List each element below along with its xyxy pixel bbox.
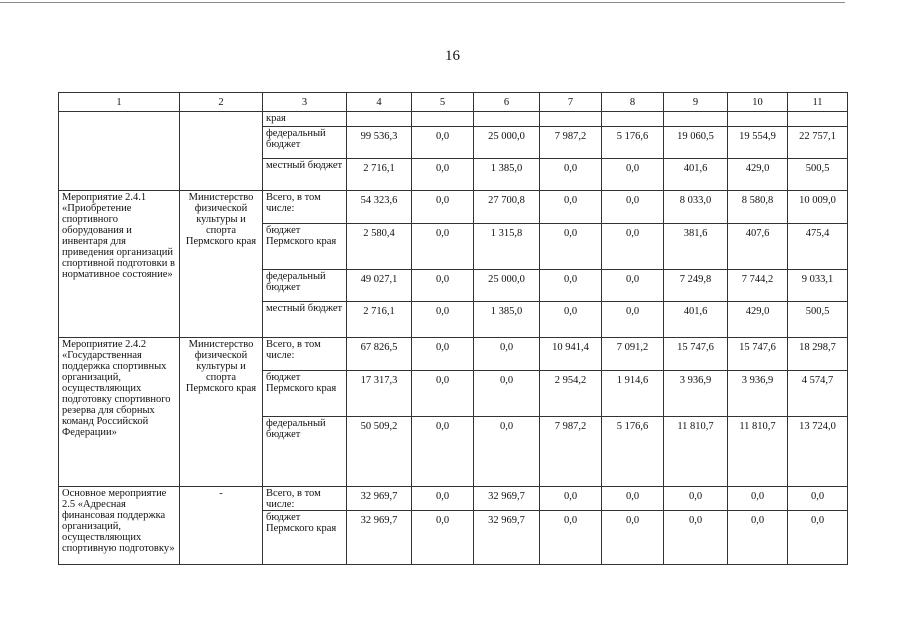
value-cell: 0,0 <box>412 338 474 371</box>
column-header: 6 <box>474 93 540 112</box>
value-cell <box>788 112 848 127</box>
value-cell: 2 580,4 <box>347 224 412 270</box>
column-header: 3 <box>263 93 347 112</box>
value-cell: 0,0 <box>728 511 788 565</box>
executor-cell: Министерство физической культуры и спорта Пермского края <box>180 338 263 487</box>
value-cell: 8 580,8 <box>728 191 788 224</box>
column-header: 11 <box>788 93 848 112</box>
value-cell: 15 747,6 <box>728 338 788 371</box>
value-cell: 500,5 <box>788 302 848 338</box>
value-cell: 15 747,6 <box>664 338 728 371</box>
value-cell: 7 091,2 <box>602 338 664 371</box>
value-cell: 0,0 <box>412 487 474 511</box>
value-cell: 13 724,0 <box>788 417 848 487</box>
value-cell: 0,0 <box>412 371 474 417</box>
column-header: 7 <box>540 93 602 112</box>
measure-name-cell: Основное мероприятие 2.5 «Адресная финансовая поддержка организаций, осуществляющих спортивную подготовку» <box>59 487 180 565</box>
funding-source-cell: федеральный бюджет <box>263 127 347 159</box>
value-cell: 3 936,9 <box>664 371 728 417</box>
value-cell: 0,0 <box>540 302 602 338</box>
value-cell: 5 176,6 <box>602 127 664 159</box>
page-top-rule <box>0 2 845 3</box>
value-cell: 500,5 <box>788 159 848 191</box>
value-cell: 25 000,0 <box>474 270 540 302</box>
value-cell <box>412 112 474 127</box>
value-cell: 7 987,2 <box>540 127 602 159</box>
value-cell: 2 954,2 <box>540 371 602 417</box>
funding-source-cell: Всего, в том числе: <box>263 338 347 371</box>
value-cell: 17 317,3 <box>347 371 412 417</box>
executor-cell: - <box>180 487 263 565</box>
funding-source-cell: местный бюджет <box>263 159 347 191</box>
value-cell: 18 298,7 <box>788 338 848 371</box>
value-cell: 429,0 <box>728 159 788 191</box>
funding-source-cell: Всего, в том числе: <box>263 487 347 511</box>
value-cell: 99 536,3 <box>347 127 412 159</box>
value-cell <box>602 112 664 127</box>
value-cell <box>474 112 540 127</box>
value-cell: 0,0 <box>474 338 540 371</box>
value-cell: 0,0 <box>412 511 474 565</box>
value-cell: 0,0 <box>412 417 474 487</box>
value-cell: 0,0 <box>540 487 602 511</box>
column-header: 1 <box>59 93 180 112</box>
value-cell: 0,0 <box>602 270 664 302</box>
value-cell: 7 987,2 <box>540 417 602 487</box>
executor-cell: Министерство физической культуры и спорта Пермского края <box>180 191 263 338</box>
page-number: 16 <box>445 48 460 64</box>
table-row <box>59 338 848 371</box>
value-cell: 0,0 <box>602 191 664 224</box>
value-cell: 32 969,7 <box>347 487 412 511</box>
table-row <box>59 487 848 511</box>
value-cell: 0,0 <box>474 417 540 487</box>
value-cell: 10 941,4 <box>540 338 602 371</box>
funding-source-cell: бюджет Пермского края <box>263 224 347 270</box>
value-cell: 2 716,1 <box>347 302 412 338</box>
value-cell: 8 033,0 <box>664 191 728 224</box>
value-cell: 5 176,6 <box>602 417 664 487</box>
value-cell: 475,4 <box>788 224 848 270</box>
value-cell: 0,0 <box>540 159 602 191</box>
value-cell: 50 509,2 <box>347 417 412 487</box>
budget-table <box>58 92 848 565</box>
value-cell: 0,0 <box>602 159 664 191</box>
value-cell: 27 700,8 <box>474 191 540 224</box>
funding-source-cell: местный бюджет <box>263 302 347 338</box>
value-cell: 0,0 <box>412 191 474 224</box>
value-cell: 381,6 <box>664 224 728 270</box>
funding-source-cell: бюджет Пермского края <box>263 511 347 565</box>
value-cell: 0,0 <box>788 511 848 565</box>
value-cell: 49 027,1 <box>347 270 412 302</box>
value-cell: 0,0 <box>412 224 474 270</box>
value-cell: 0,0 <box>602 487 664 511</box>
measure-name-cell: Мероприятие 2.4.2 «Государственная поддержка спортивных организаций, осуществляющих подготовку спортивного резерва для сборных команд Российской Федерации» <box>59 338 180 487</box>
value-cell: 25 000,0 <box>474 127 540 159</box>
value-cell: 19 060,5 <box>664 127 728 159</box>
value-cell: 0,0 <box>602 511 664 565</box>
funding-source-cell: Всего, в том числе: <box>263 191 347 224</box>
executor-cell <box>180 112 263 191</box>
value-cell: 7 249,8 <box>664 270 728 302</box>
funding-source-cell: федеральный бюджет <box>263 270 347 302</box>
value-cell: 0,0 <box>412 159 474 191</box>
value-cell <box>347 112 412 127</box>
value-cell: 11 810,7 <box>664 417 728 487</box>
value-cell: 0,0 <box>540 270 602 302</box>
value-cell: 7 744,2 <box>728 270 788 302</box>
value-cell: 67 826,5 <box>347 338 412 371</box>
value-cell: 0,0 <box>412 270 474 302</box>
column-header: 5 <box>412 93 474 112</box>
funding-source-cell: федеральный бюджет <box>263 417 347 487</box>
value-cell: 3 936,9 <box>728 371 788 417</box>
value-cell: 0,0 <box>728 487 788 511</box>
value-cell: 1 385,0 <box>474 302 540 338</box>
value-cell: 2 716,1 <box>347 159 412 191</box>
value-cell: 1 385,0 <box>474 159 540 191</box>
value-cell: 429,0 <box>728 302 788 338</box>
table-row <box>59 112 848 127</box>
value-cell: 0,0 <box>540 224 602 270</box>
value-cell: 401,6 <box>664 159 728 191</box>
value-cell: 4 574,7 <box>788 371 848 417</box>
value-cell <box>728 112 788 127</box>
value-cell: 1 914,6 <box>602 371 664 417</box>
value-cell: 0,0 <box>664 487 728 511</box>
value-cell: 0,0 <box>602 302 664 338</box>
value-cell: 11 810,7 <box>728 417 788 487</box>
measure-name-cell: Мероприятие 2.4.1 «Приобретение спортивного оборудования и инвентаря для приведения организаций спортивной подготовки в нормативное состояние» <box>59 191 180 338</box>
column-header: 10 <box>728 93 788 112</box>
value-cell: 0,0 <box>540 511 602 565</box>
value-cell: 0,0 <box>474 371 540 417</box>
value-cell: 0,0 <box>412 302 474 338</box>
value-cell: 10 009,0 <box>788 191 848 224</box>
table-row <box>59 191 848 224</box>
value-cell: 1 315,8 <box>474 224 540 270</box>
value-cell: 401,6 <box>664 302 728 338</box>
value-cell <box>664 112 728 127</box>
value-cell: 0,0 <box>788 487 848 511</box>
table-header-row <box>59 93 848 112</box>
value-cell: 32 969,7 <box>347 511 412 565</box>
value-cell: 0,0 <box>540 191 602 224</box>
value-cell: 0,0 <box>602 224 664 270</box>
value-cell: 32 969,7 <box>474 487 540 511</box>
value-cell: 9 033,1 <box>788 270 848 302</box>
column-header: 4 <box>347 93 412 112</box>
funding-source-cell: бюджет Пермского края <box>263 371 347 417</box>
value-cell: 54 323,6 <box>347 191 412 224</box>
measure-name-cell <box>59 112 180 191</box>
column-header: 8 <box>602 93 664 112</box>
value-cell: 32 969,7 <box>474 511 540 565</box>
value-cell: 0,0 <box>412 127 474 159</box>
value-cell: 0,0 <box>664 511 728 565</box>
funding-source-cell: края <box>263 112 347 127</box>
value-cell: 19 554,9 <box>728 127 788 159</box>
column-header: 2 <box>180 93 263 112</box>
column-header: 9 <box>664 93 728 112</box>
value-cell <box>540 112 602 127</box>
value-cell: 407,6 <box>728 224 788 270</box>
value-cell: 22 757,1 <box>788 127 848 159</box>
